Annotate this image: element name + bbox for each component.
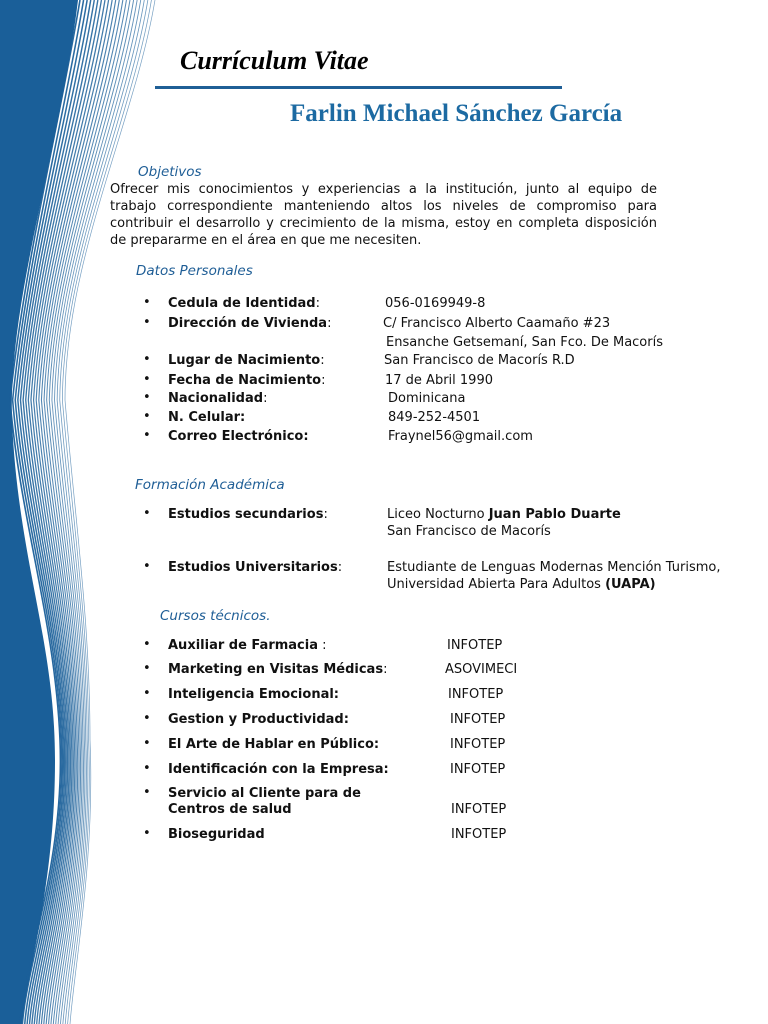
curso-item-label	[168, 711, 349, 728]
label-text: Gestion y Productividad:	[168, 712, 349, 727]
formacion-item-line2	[387, 576, 656, 593]
datos-item-label	[168, 295, 320, 312]
objetivos-heading: Objetivos	[138, 164, 202, 180]
bullet-icon: •	[143, 761, 151, 776]
curso-item-value: INFOTEP	[450, 737, 506, 752]
bullet-icon: •	[143, 686, 151, 701]
datos-item-value: 056-0169949-8	[385, 296, 486, 311]
datos-item-value: Fraynel56@gmail.com	[388, 429, 533, 444]
curso-item-label	[168, 785, 361, 802]
wave-line	[57, 0, 144, 1024]
curso-item-value: INFOTEP	[451, 802, 507, 817]
bullet-icon: •	[143, 661, 151, 676]
curso-item-value: INFOTEP	[450, 712, 506, 727]
cursos-heading: Cursos técnicos.	[160, 608, 271, 624]
datos-item-label	[168, 315, 331, 332]
curso-item-label	[168, 686, 339, 703]
formacion-heading: Formación Académica	[135, 477, 285, 493]
curso-item-value: INFOTEP	[451, 827, 507, 842]
curso-item-label	[168, 761, 389, 778]
curso-item-value: INFOTEP	[448, 687, 504, 702]
bullet-icon: •	[143, 428, 151, 443]
label-separator: :	[337, 560, 343, 575]
title-divider	[155, 86, 562, 89]
datos-item-value: San Francisco de Macorís R.D	[384, 353, 575, 368]
label-text: N. Celular:	[168, 410, 246, 425]
datos-item-label	[168, 390, 267, 407]
bullet-icon: •	[143, 315, 151, 330]
wave-line	[52, 0, 137, 1024]
label-text: Inteligencia Emocional:	[168, 687, 340, 702]
line1-text: Liceo Nocturno	[387, 507, 489, 522]
label-text: Nacionalidad	[168, 391, 264, 406]
bullet-icon: •	[143, 352, 151, 367]
formacion-item-label	[168, 559, 342, 576]
formacion-item-line1	[387, 506, 621, 523]
curso-item-label	[168, 736, 379, 753]
bullet-icon: •	[143, 559, 151, 574]
label-text: Cedula de Identidad	[168, 296, 316, 311]
curso-item-value: ASOVIMECI	[445, 662, 518, 677]
label-text: Marketing en Visitas Médicas	[168, 662, 384, 677]
label-separator: :	[315, 296, 320, 311]
label-text: Servicio al Cliente para de	[168, 786, 361, 801]
bullet-icon: •	[143, 785, 151, 800]
formacion-item-label	[168, 506, 328, 523]
line2-text: San Francisco de Macorís	[387, 524, 551, 539]
label-text: Lugar de Nacimiento	[168, 353, 321, 368]
curso-item-value: INFOTEP	[450, 762, 506, 777]
bullet-icon: •	[143, 711, 151, 726]
label-text: Correo Electrónico:	[168, 429, 309, 444]
datos-item-label	[168, 372, 326, 389]
label-separator: :	[320, 353, 325, 368]
label-separator: :	[323, 507, 328, 522]
candidate-name: Farlin Michael Sánchez García	[290, 100, 623, 127]
formacion-item-line2	[387, 523, 551, 540]
objetivos-text: Ofrecer mis conocimientos y experiencias a la institución, junto al equipo de trabajo correspondiente manteniendo altos los niveles de compromiso para contribuir el desarrollo y crecimiento de la misma, estoy en completa disposición de prepararme en el área en que me necesiten.	[110, 182, 657, 248]
label-separator: :	[263, 391, 268, 406]
bullet-icon: •	[143, 506, 151, 521]
line2-text: Universidad Abierta Para Adultos	[387, 577, 606, 592]
curso-item-label	[168, 661, 387, 678]
datos-item-value: C/ Francisco Alberto Caamaño #23	[383, 316, 611, 331]
line1-text: Estudiante de Lenguas Modernas Mención Turismo,	[387, 560, 721, 575]
bullet-icon: •	[143, 372, 151, 387]
bullet-icon: •	[143, 409, 151, 424]
datos-item-value: 849-252-4501	[388, 410, 481, 425]
line1-bold-text: Juan Pablo Duarte	[488, 507, 621, 522]
datos-item-value: 17 de Abril 1990	[385, 373, 493, 388]
bullet-icon: •	[143, 295, 151, 310]
datos-item-label	[168, 428, 309, 445]
label-text: Bioseguridad	[168, 827, 265, 842]
datos-item-value: Dominicana	[388, 391, 466, 406]
datos-item-label	[168, 409, 245, 426]
label-text: Identificación con la Empresa:	[168, 762, 389, 777]
label-separator: :	[327, 316, 332, 331]
curso-item-label	[168, 637, 327, 654]
document-title: Currículum Vitae	[180, 46, 369, 75]
curso-item-label	[168, 826, 265, 843]
bullet-icon: •	[143, 390, 151, 405]
curso-item-value: INFOTEP	[447, 638, 503, 653]
curso-item-label-line2: Centros de salud	[168, 802, 292, 817]
label-text: Dirección de Vivienda	[168, 316, 328, 331]
label-separator: :	[321, 373, 326, 388]
datos-item-label	[168, 352, 325, 369]
bullet-icon: •	[143, 736, 151, 751]
line2-bold-text: (UAPA)	[605, 577, 656, 592]
bullet-icon: •	[143, 826, 151, 841]
label-text: Estudios Universitarios	[168, 560, 338, 575]
datos-item-value-line2: Ensanche Getsemaní, San Fco. De Macorís	[386, 335, 663, 350]
label-separator: :	[383, 662, 388, 677]
datos-personales-heading: Datos Personales	[136, 263, 253, 279]
label-text: El Arte de Hablar en Público:	[168, 737, 380, 752]
label-text: Auxiliar de Farmacia	[168, 638, 318, 653]
label-text: Estudios secundarios	[168, 507, 324, 522]
label-text: Fecha de Nacimiento	[168, 373, 322, 388]
label-separator: :	[317, 638, 327, 653]
formacion-item-line1	[387, 559, 721, 576]
bullet-icon: •	[143, 637, 151, 652]
